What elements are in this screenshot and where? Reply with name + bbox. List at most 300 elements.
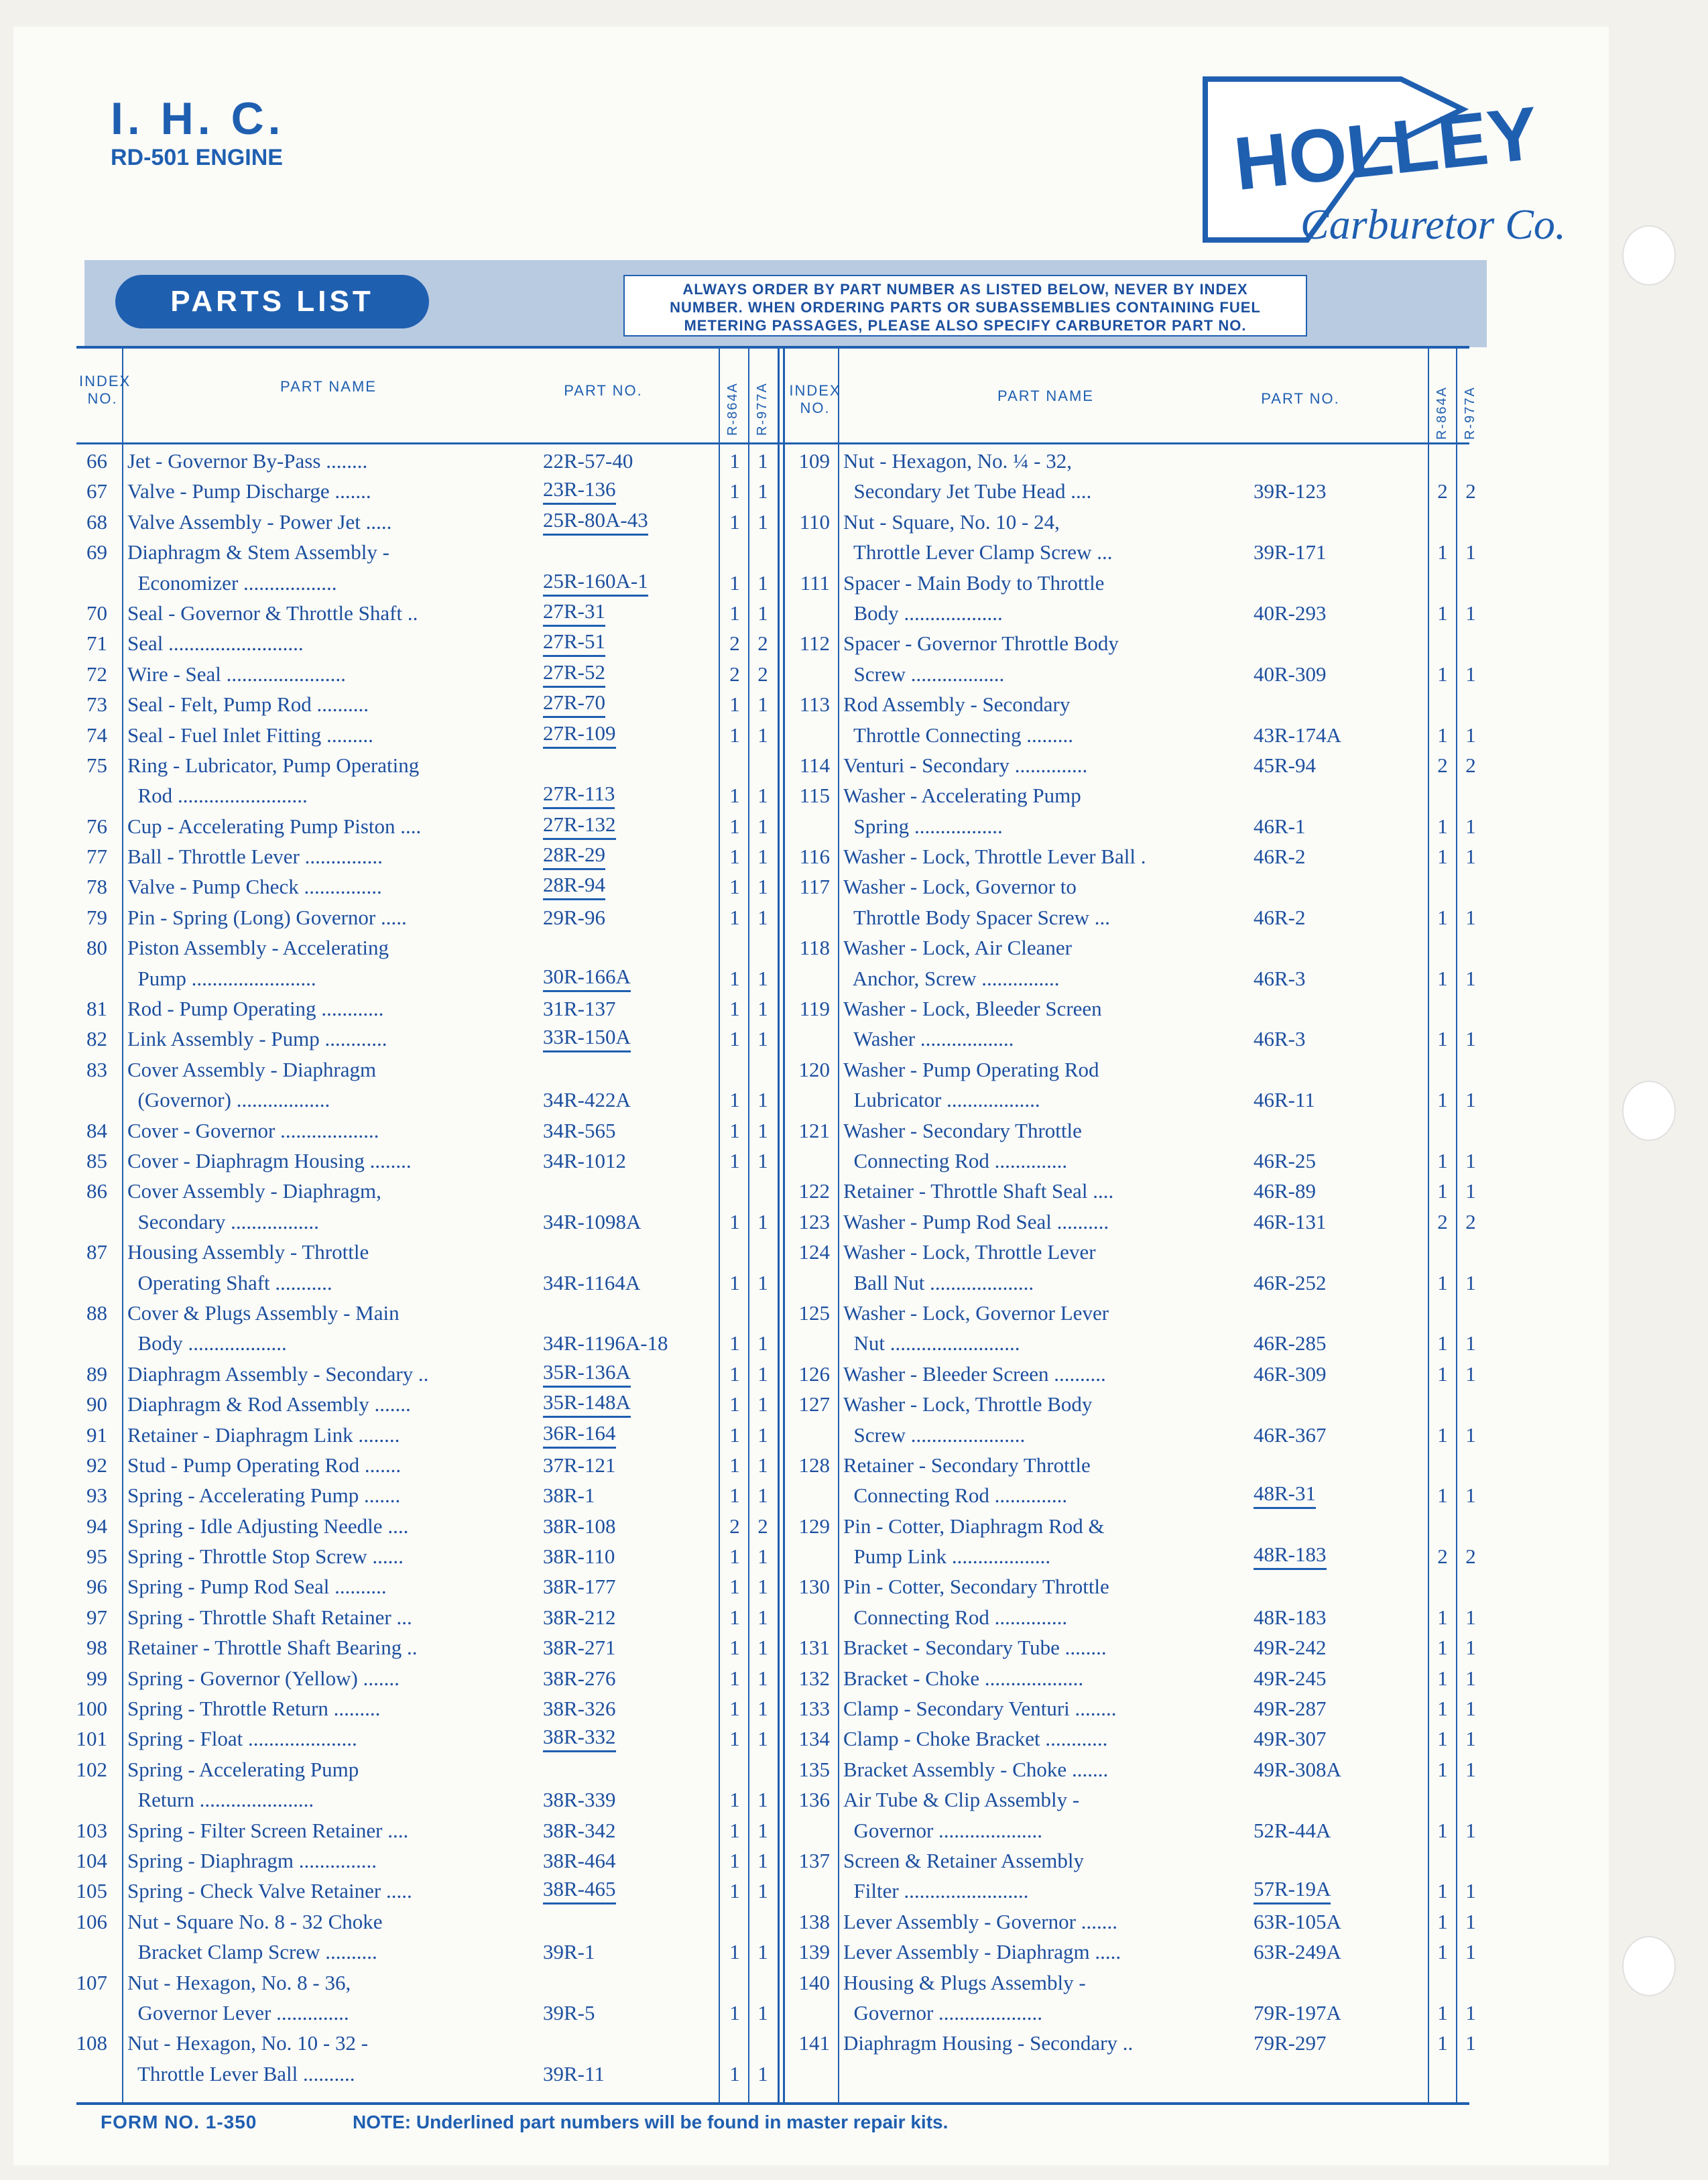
leader-dots: ..............	[271, 2000, 349, 2024]
table-row	[0, 1723, 1488, 1754]
part-number: 38R-339	[543, 1788, 616, 1812]
qty-model-a: 1	[729, 1545, 740, 1569]
part-name-text: Spring - Governor (Yellow)	[127, 1666, 358, 1690]
part-name-text: Seal	[127, 631, 164, 656]
part-name	[843, 1115, 1259, 1146]
table-row	[0, 1359, 1488, 1389]
index-number: 84	[86, 1118, 107, 1142]
part-name-text: Pin - Cotter, Secondary Throttle	[843, 1575, 1109, 1599]
qty-model-a: 1	[729, 1422, 740, 1447]
part-number: 36R-164	[543, 1420, 616, 1449]
table-row	[0, 1663, 1488, 1693]
index-number: 127	[798, 1392, 830, 1416]
part-number: 49R-287	[1254, 1697, 1327, 1721]
part-number: 46R-2	[1254, 905, 1306, 929]
table-row	[0, 932, 1488, 963]
qty-model-b: 1	[757, 479, 768, 503]
part-number: 34R-1196A-18	[543, 1331, 668, 1355]
part-name-text: Throttle Body Spacer Screw	[843, 905, 1090, 929]
table-row	[0, 720, 1488, 750]
part-name-text: Nut - Square No. 8 - 32 Choke	[127, 1909, 383, 1933]
table-row	[0, 1815, 1488, 1845]
qty-model-a: 2	[729, 1514, 740, 1538]
qty-model-b: 1	[757, 1422, 768, 1447]
part-name-text: Throttle Lever Ball	[127, 2061, 298, 2085]
qty-model-b: 1	[1465, 1605, 1476, 1629]
part-name	[843, 1602, 1259, 1632]
leader-dots: .......	[359, 1453, 402, 1477]
leader-dots: ......	[367, 1545, 404, 1569]
part-name-text: Cup - Accelerating Pump Piston	[127, 814, 395, 838]
qty-model-a: 1	[729, 449, 740, 473]
table-row	[0, 1389, 1488, 1419]
leader-dots: ..............	[989, 1148, 1068, 1172]
part-name-text: Cover - Governor	[127, 1118, 276, 1142]
index-number: 132	[798, 1666, 830, 1690]
part-name	[843, 720, 1259, 750]
part-name-text: Lubricator	[843, 1088, 942, 1112]
part-name-text: Bracket Assembly - Choke	[843, 1757, 1067, 1781]
header-bottom-rule	[76, 442, 1469, 444]
part-number: 49R-307	[1254, 1727, 1327, 1751]
qty-model-a: 1	[729, 1788, 740, 1812]
part-name	[843, 750, 1259, 780]
part-name-text: Seal - Governor & Throttle Shaft	[127, 601, 403, 625]
part-name-text: Washer - Lock, Governor to	[843, 875, 1077, 899]
leader-dots: ........	[320, 449, 368, 473]
leader-dots: ..........	[1051, 1209, 1109, 1233]
qty-model-a: 2	[729, 662, 740, 686]
part-name	[843, 993, 1259, 1024]
qty-model-a: 1	[729, 509, 740, 534]
index-number: 72	[86, 662, 107, 686]
qty-model-a: 1	[1437, 1361, 1448, 1386]
leader-dots: .......	[329, 479, 371, 503]
index-number: 115	[799, 784, 830, 808]
part-number: 38R-1	[543, 1483, 595, 1508]
leader-dots: ....	[1087, 1179, 1114, 1203]
part-name-text: Spring - Pump Rod Seal	[127, 1575, 330, 1599]
qty-model-a: 1	[1437, 845, 1448, 869]
leader-dots: ...................	[898, 601, 1003, 625]
leader-dots: ............	[1040, 1727, 1108, 1751]
part-number: 31R-137	[543, 997, 616, 1021]
leader-dots: ........	[1059, 1636, 1107, 1660]
index-number: 88	[86, 1300, 107, 1325]
qty-model-a: 1	[729, 1818, 740, 1842]
leader-dots: ..	[413, 1361, 429, 1386]
part-number: 39R-5	[543, 2000, 595, 2024]
part-name-text: Lever Assembly - Governor	[843, 1909, 1076, 1933]
part-name-text: Body	[843, 601, 899, 625]
leader-dots: ...............	[293, 1848, 377, 1872]
leader-dots: ....	[382, 1818, 409, 1842]
leader-dots: .......	[1066, 1757, 1109, 1781]
qty-model-b: 1	[1465, 814, 1476, 838]
table-row	[0, 811, 1488, 841]
qty-model-a: 1	[729, 479, 740, 503]
index-number: 91	[86, 1422, 107, 1447]
part-name-text: Nut	[843, 1331, 885, 1355]
part-number: 29R-96	[543, 905, 605, 929]
qty-model-a: 1	[729, 1118, 740, 1142]
index-number: 106	[76, 1909, 107, 1933]
model-b-header: R-977A	[1463, 386, 1477, 440]
part-name-text: Bracket - Secondary Tube	[843, 1636, 1060, 1660]
table-row	[0, 1237, 1488, 1267]
qty-model-b: 1	[757, 1392, 768, 1416]
qty-model-a: 1	[1437, 1697, 1448, 1721]
part-name	[127, 2059, 556, 2089]
qty-model-a: 1	[729, 1027, 740, 1051]
part-name-text: Piston Assembly - Accelerating	[127, 936, 389, 960]
leader-dots: .........................	[172, 784, 308, 808]
qty-model-b: 1	[757, 601, 768, 625]
part-number: 46R-285	[1254, 1331, 1327, 1355]
table-row	[0, 1420, 1488, 1450]
part-name-text: Washer - Secondary Throttle	[843, 1118, 1082, 1142]
part-name-text: Nut - Hexagon, No. ¼ - 32,	[843, 449, 1072, 473]
qty-model-b: 1	[1465, 1148, 1476, 1172]
qty-model-a: 1	[1437, 723, 1448, 747]
part-name-text: Housing & Plugs Assembly -	[843, 1970, 1086, 1994]
part-number: 28R-94	[543, 871, 605, 900]
qty-model-b: 1	[1465, 1727, 1476, 1751]
part-number: 38R-342	[543, 1818, 616, 1842]
qty-model-a: 1	[1437, 1331, 1448, 1355]
part-name-text: Washer - Pump Rod Seal	[843, 1209, 1052, 1233]
part-name-text: Spacer - Governor Throttle Body	[843, 631, 1119, 656]
index-number: 85	[86, 1148, 107, 1172]
leader-dots: ............	[316, 997, 384, 1021]
table-row	[0, 1876, 1488, 1906]
leader-dots: ...................	[275, 1118, 379, 1142]
index-number: 93	[86, 1483, 107, 1508]
part-name-text: Valve Assembly - Power Jet	[127, 509, 361, 534]
part-number: 25R-80A-43	[543, 507, 648, 536]
part-name-text: Rod Assembly - Secondary	[843, 692, 1071, 717]
table-row	[0, 963, 1488, 993]
qty-model-a: 2	[1437, 1545, 1448, 1569]
part-number: 49R-245	[1254, 1666, 1327, 1690]
qty-model-b: 1	[757, 1848, 768, 1872]
model-a-header: R-864A	[725, 382, 740, 436]
part-name-text: Ball Nut	[843, 1270, 925, 1294]
model-b-header: R-977A	[755, 382, 770, 436]
qty-model-b: 1	[757, 1879, 768, 1903]
qty-model-a: 1	[729, 1605, 740, 1629]
part-number: 63R-105A	[1254, 1909, 1341, 1933]
qty-model-b: 1	[757, 1818, 768, 1842]
part-number: 23R-136	[543, 476, 616, 505]
part-name	[843, 1146, 1259, 1176]
part-number: 27R-109	[543, 720, 616, 749]
qty-model-a: 1	[1437, 1636, 1448, 1660]
index-number: 118	[799, 936, 830, 960]
leader-dots: ....	[395, 814, 422, 838]
table-row	[0, 1754, 1488, 1784]
index-number: 133	[798, 1697, 830, 1721]
qty-model-a: 1	[1437, 1027, 1448, 1051]
qty-model-a: 1	[1437, 2000, 1448, 2024]
part-number: 39R-123	[1254, 479, 1327, 503]
part-number: 38R-332	[543, 1723, 616, 1752]
qty-model-a: 1	[1437, 540, 1448, 564]
leader-dots: .........	[328, 1697, 381, 1721]
qty-model-b: 2	[1465, 479, 1476, 503]
part-name-text: Valve - Pump Discharge	[127, 479, 330, 503]
part-number: 46R-3	[1254, 1027, 1306, 1051]
qty-model-a: 1	[729, 814, 740, 838]
part-number: 48R-31	[1254, 1480, 1316, 1509]
part-name-text: Screw	[843, 662, 906, 686]
part-name-text: Body	[127, 1331, 183, 1355]
index-number: 103	[76, 1818, 107, 1842]
part-name	[843, 1541, 1259, 1571]
index-number: 123	[798, 1209, 830, 1233]
leader-dots: ........	[353, 1422, 400, 1447]
part-number: 52R-44A	[1254, 1818, 1331, 1842]
index-number: 82	[86, 1027, 107, 1051]
index-number: 102	[76, 1757, 107, 1781]
index-number: 122	[798, 1179, 830, 1203]
qty-model-a: 1	[729, 692, 740, 717]
logo-script: Carburetor Co.	[1300, 200, 1566, 248]
index-number: 99	[86, 1666, 107, 1690]
qty-model-a: 1	[1437, 966, 1448, 990]
part-number: 40R-309	[1254, 662, 1327, 686]
part-name-text: Seal - Fuel Inlet Fitting	[127, 723, 322, 747]
part-name-text: Diaphragm & Rod Assembly	[127, 1392, 369, 1416]
qty-model-a: 1	[729, 875, 740, 899]
leader-dots: ..........................	[163, 631, 304, 656]
qty-model-a: 1	[1437, 814, 1448, 838]
table-row	[0, 1632, 1488, 1662]
leader-dots: ..........	[298, 2061, 355, 2085]
index-number: 105	[76, 1879, 107, 1903]
qty-model-b: 1	[757, 1027, 768, 1051]
part-name-text: Spring - Check Valve Retainer	[127, 1879, 381, 1903]
part-name-text: Spring - Filter Screen Retainer	[127, 1818, 383, 1842]
part-name-text: Washer - Lock, Throttle Lever Ball	[843, 845, 1136, 869]
qty-model-b: 1	[1465, 662, 1476, 686]
qty-model-a: 1	[729, 570, 740, 595]
part-name-header: PART NAME	[997, 387, 1094, 404]
leader-dots: .....	[375, 905, 407, 929]
table-row	[0, 476, 1488, 506]
leader-dots: ..............	[1009, 753, 1088, 777]
leader-dots: .......	[1075, 1909, 1117, 1933]
part-number: 79R-197A	[1254, 2000, 1341, 2024]
part-name-text: Nut - Hexagon, No. 10 - 32 -	[127, 2031, 369, 2055]
part-name-text: Spring - Throttle Return	[127, 1697, 328, 1721]
parts-table-right	[0, 446, 1488, 2059]
leader-dots: .......	[357, 1666, 400, 1690]
table-row	[0, 1054, 1488, 1085]
part-name-text: Spring	[843, 814, 910, 838]
part-name	[843, 932, 1259, 963]
index-number: 117	[799, 875, 830, 899]
part-name-text: (Governor)	[127, 1088, 231, 1112]
notice-line: METERING PASSAGES, PLEASE ALSO SPECIFY CARBURETOR PART NO.	[684, 317, 1247, 334]
index-number: 140	[798, 1970, 830, 1994]
index-number: 109	[798, 449, 830, 473]
part-number: 30R-166A	[543, 963, 631, 992]
qty-model-b: 2	[757, 1514, 768, 1538]
leader-dots: ........................	[898, 1879, 1029, 1903]
index-number: 86	[86, 1179, 107, 1203]
part-number: 46R-309	[1254, 1361, 1327, 1386]
leader-dots: ....................	[924, 1270, 1034, 1294]
qty-model-a: 1	[1437, 1605, 1448, 1629]
part-name	[843, 1571, 1259, 1601]
part-name-text: Valve - Pump Check	[127, 875, 299, 899]
index-number: 68	[86, 509, 107, 534]
leader-dots: .....	[381, 1879, 412, 1903]
index-number: 124	[798, 1240, 830, 1264]
qty-model-b: 1	[757, 845, 768, 869]
part-name	[843, 963, 1259, 993]
part-name-text: Secondary	[127, 1209, 226, 1233]
index-number: 80	[86, 936, 107, 960]
leader-dots: ..	[402, 601, 418, 625]
part-name-text: Washer - Lock, Throttle Lever	[843, 1240, 1096, 1264]
index-number: 95	[86, 1545, 107, 1569]
part-number: 34R-565	[543, 1118, 616, 1142]
part-number: 45R-94	[1254, 753, 1316, 777]
table-row	[0, 628, 1488, 658]
qty-model-b: 1	[757, 1118, 768, 1142]
document-title: I. H. C.	[111, 93, 285, 144]
qty-model-a: 1	[729, 601, 740, 625]
qty-model-b: 1	[1465, 1361, 1476, 1386]
part-name	[843, 1815, 1259, 1845]
qty-model-a: 1	[729, 966, 740, 990]
qty-model-a: 1	[729, 845, 740, 869]
part-name	[843, 1480, 1259, 1510]
qty-model-b: 1	[1465, 723, 1476, 747]
part-name-text: Governor Lever	[127, 2000, 271, 2024]
qty-model-b: 1	[757, 509, 768, 534]
table-bottom-rule	[76, 2102, 1469, 2105]
part-name	[843, 1328, 1259, 1358]
holley-logo	[1200, 72, 1566, 253]
part-number: 27R-51	[543, 628, 605, 657]
part-number: 25R-160A-1	[543, 568, 648, 597]
qty-model-a: 1	[1437, 1088, 1448, 1112]
binder-hole	[1622, 1936, 1676, 1996]
part-name-text: Housing Assembly - Throttle	[127, 1240, 369, 1264]
qty-model-a: 1	[1437, 662, 1448, 686]
part-name	[843, 1632, 1259, 1662]
leader-dots: ...................	[182, 1331, 287, 1355]
part-name	[843, 689, 1259, 719]
index-number: 87	[86, 1240, 107, 1264]
index-number: 100	[76, 1697, 107, 1721]
index-number: 90	[86, 1392, 107, 1416]
qty-model-a: 1	[729, 1088, 740, 1112]
part-name	[843, 1207, 1259, 1237]
part-number: 48R-183	[1254, 1541, 1327, 1570]
part-name-text: Spring - Throttle Shaft Retainer	[127, 1605, 391, 1629]
index-header: INDEX NO.	[789, 382, 841, 416]
index-number: 119	[799, 997, 830, 1021]
part-name-text: Washer - Accelerating Pump	[843, 784, 1081, 808]
part-name	[843, 841, 1259, 871]
table-row	[0, 750, 1488, 780]
table-row	[0, 1115, 1488, 1146]
leader-dots: ...............	[976, 966, 1060, 990]
leader-dots: ........................	[186, 966, 316, 990]
part-number: 35R-148A	[543, 1389, 631, 1418]
part-name	[843, 1845, 1259, 1876]
qty-model-a: 1	[729, 1636, 740, 1660]
qty-model-a: 1	[729, 1331, 740, 1355]
part-name-text: Anchor, Screw	[843, 966, 977, 990]
part-number: 38R-276	[543, 1666, 616, 1690]
part-name	[843, 811, 1259, 841]
part-name-text: Pin - Spring (Long) Governor	[127, 905, 376, 929]
part-name-text: Connecting Rod	[843, 1483, 989, 1508]
part-name	[843, 1268, 1259, 1298]
index-number: 137	[798, 1848, 830, 1872]
qty-model-b: 1	[757, 1088, 768, 1112]
qty-model-b: 1	[757, 1270, 768, 1294]
index-number: 113	[799, 692, 830, 717]
qty-model-a: 1	[729, 1666, 740, 1690]
part-name-text: Rod	[127, 784, 173, 808]
part-name	[843, 1784, 1259, 1815]
table-row	[0, 1967, 1488, 1998]
qty-model-b: 1	[1465, 2000, 1476, 2024]
leader-dots: ..................	[905, 662, 1005, 686]
leader-dots: ....................	[933, 2000, 1043, 2024]
part-number: 48R-183	[1254, 1605, 1327, 1629]
leader-dots: ...	[1091, 540, 1113, 564]
part-number: 46R-89	[1254, 1179, 1316, 1203]
qty-model-b: 1	[757, 784, 768, 808]
table-row	[0, 1541, 1488, 1571]
table-row	[0, 1511, 1488, 1541]
part-name-text: Jet - Governor By-Pass	[127, 449, 321, 473]
part-number: 27R-132	[543, 811, 616, 840]
index-number: 112	[799, 631, 830, 656]
part-name	[843, 1876, 1259, 1906]
kit-note: NOTE: Underlined part numbers will be found in master repair kits.	[353, 2112, 949, 2132]
qty-model-b: 1	[757, 1331, 768, 1355]
table-row	[0, 507, 1488, 537]
qty-model-b: 1	[757, 1605, 768, 1629]
part-number: 38R-464	[543, 1848, 616, 1872]
part-number: 27R-70	[543, 689, 605, 718]
part-name-text: Operating Shaft	[127, 1270, 270, 1294]
leader-dots: .......	[359, 1483, 401, 1508]
table-row	[0, 993, 1488, 1024]
leader-dots: ..........	[329, 1575, 387, 1599]
table-row	[0, 689, 1488, 719]
part-name	[843, 507, 1259, 537]
qty-model-b: 1	[1465, 1909, 1476, 1933]
part-name-text: Wire - Seal	[127, 662, 221, 686]
qty-model-a: 1	[1437, 1879, 1448, 1903]
qty-model-a: 1	[1437, 1909, 1448, 1933]
qty-model-b: 1	[1465, 845, 1476, 869]
leader-dots: .......................	[221, 662, 346, 686]
qty-model-b: 1	[757, 1666, 768, 1690]
document-subtitle: RD-501 ENGINE	[111, 145, 283, 170]
leader-dots: ...	[1089, 905, 1111, 929]
qty-model-b: 1	[757, 905, 768, 929]
